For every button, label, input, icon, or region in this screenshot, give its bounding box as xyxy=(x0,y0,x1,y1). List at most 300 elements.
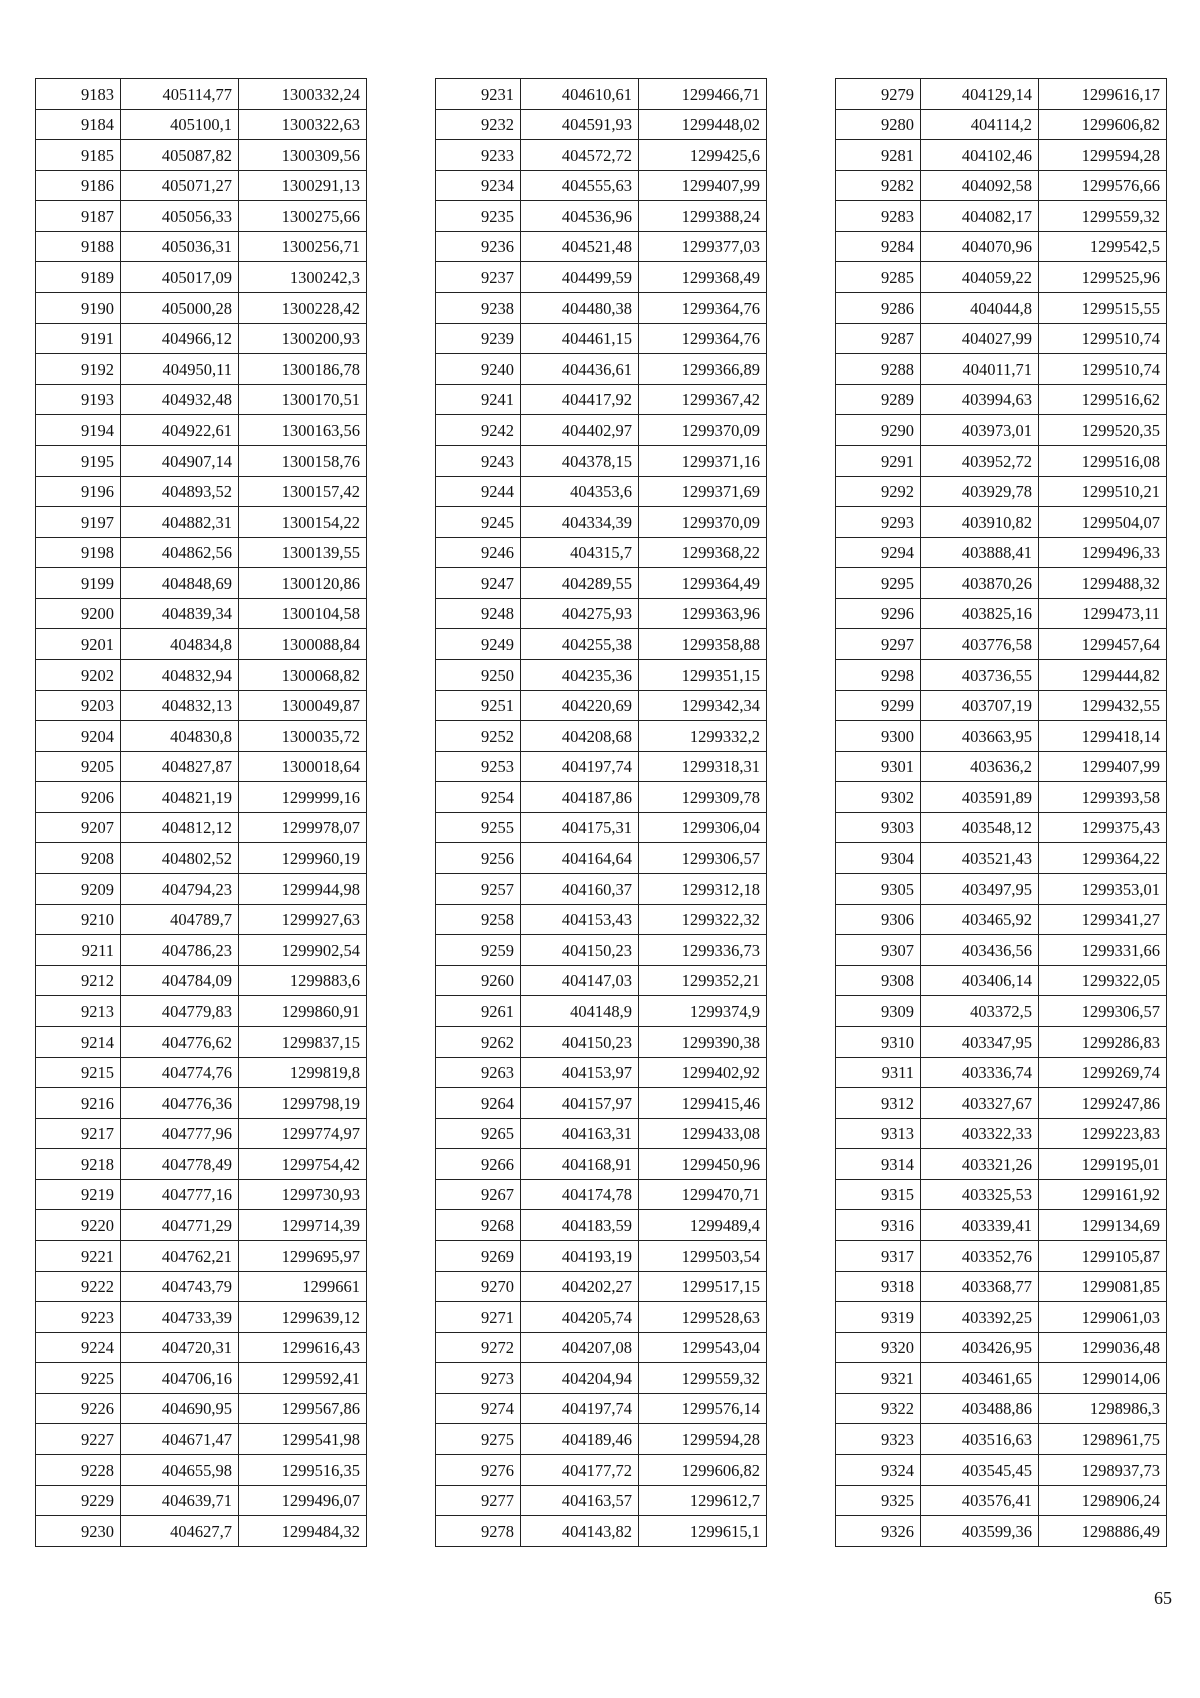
table-row xyxy=(36,537,367,568)
point-number-cell: 9304 xyxy=(836,843,921,874)
table-row xyxy=(36,690,367,721)
y-coordinate-cell: 1299457,64 xyxy=(1039,629,1167,660)
point-number-cell: 9243 xyxy=(436,445,521,476)
x-coordinate-cell: 403352,76 xyxy=(921,1240,1039,1271)
x-coordinate-cell: 404480,38 xyxy=(521,293,639,324)
table-row xyxy=(836,721,1167,752)
table-row xyxy=(436,79,767,110)
x-coordinate-cell: 403736,55 xyxy=(921,659,1039,690)
point-number-cell: 9190 xyxy=(36,293,121,324)
y-coordinate-cell: 1299488,32 xyxy=(1039,568,1167,599)
table-row xyxy=(436,170,767,201)
table-row xyxy=(36,1026,367,1057)
x-coordinate-cell: 404830,8 xyxy=(121,721,239,752)
table-row xyxy=(36,721,367,752)
x-coordinate-cell: 404197,74 xyxy=(521,751,639,782)
table-row xyxy=(36,293,367,324)
x-coordinate-cell: 403516,63 xyxy=(921,1424,1039,1455)
point-number-cell: 9258 xyxy=(436,904,521,935)
table-row xyxy=(836,1485,1167,1516)
point-number-cell: 9312 xyxy=(836,1088,921,1119)
point-number-cell: 9318 xyxy=(836,1271,921,1302)
y-coordinate-cell: 1299418,14 xyxy=(1039,721,1167,752)
table-row xyxy=(36,1393,367,1424)
point-number-cell: 9261 xyxy=(436,996,521,1027)
table-row xyxy=(836,293,1167,324)
point-number-cell: 9202 xyxy=(36,659,121,690)
point-number-cell: 9186 xyxy=(36,170,121,201)
point-number-cell: 9324 xyxy=(836,1455,921,1486)
point-number-cell: 9222 xyxy=(36,1271,121,1302)
point-number-cell: 9259 xyxy=(436,935,521,966)
x-coordinate-cell: 404289,55 xyxy=(521,568,639,599)
table-row xyxy=(436,1118,767,1149)
x-coordinate-cell: 404378,15 xyxy=(521,445,639,476)
y-coordinate-cell: 1298986,3 xyxy=(1039,1393,1167,1424)
x-coordinate-cell: 403929,78 xyxy=(921,476,1039,507)
table-row xyxy=(36,874,367,905)
point-number-cell: 9226 xyxy=(36,1393,121,1424)
point-number-cell: 9292 xyxy=(836,476,921,507)
x-coordinate-cell: 403521,43 xyxy=(921,843,1039,874)
y-coordinate-cell: 1299520,35 xyxy=(1039,415,1167,446)
point-number-cell: 9233 xyxy=(436,140,521,171)
x-coordinate-cell: 403461,65 xyxy=(921,1363,1039,1394)
table-row xyxy=(36,1271,367,1302)
table-row xyxy=(36,843,367,874)
point-number-cell: 9294 xyxy=(836,537,921,568)
y-coordinate-cell: 1299450,96 xyxy=(639,1149,767,1180)
table-row xyxy=(436,843,767,874)
y-coordinate-cell: 1299883,6 xyxy=(239,965,367,996)
x-coordinate-cell: 404932,48 xyxy=(121,384,239,415)
point-number-cell: 9240 xyxy=(436,354,521,385)
point-number-cell: 9287 xyxy=(836,323,921,354)
point-number-cell: 9217 xyxy=(36,1118,121,1149)
table-row xyxy=(436,1485,767,1516)
x-coordinate-cell: 404183,59 xyxy=(521,1210,639,1241)
x-coordinate-cell: 403545,45 xyxy=(921,1455,1039,1486)
point-number-cell: 9325 xyxy=(836,1485,921,1516)
x-coordinate-cell: 404862,56 xyxy=(121,537,239,568)
x-coordinate-cell: 404147,03 xyxy=(521,965,639,996)
x-coordinate-cell: 404157,97 xyxy=(521,1088,639,1119)
point-number-cell: 9253 xyxy=(436,751,521,782)
table-row xyxy=(436,629,767,660)
y-coordinate-cell: 1300120,86 xyxy=(239,568,367,599)
table-row xyxy=(36,384,367,415)
point-number-cell: 9192 xyxy=(36,354,121,385)
x-coordinate-cell: 404220,69 xyxy=(521,690,639,721)
table-row xyxy=(436,1057,767,1088)
x-coordinate-cell: 405017,09 xyxy=(121,262,239,293)
x-coordinate-cell: 404627,7 xyxy=(121,1516,239,1547)
y-coordinate-cell: 1299615,1 xyxy=(639,1516,767,1547)
x-coordinate-cell: 403825,16 xyxy=(921,598,1039,629)
point-number-cell: 9218 xyxy=(36,1149,121,1180)
x-coordinate-cell: 403497,95 xyxy=(921,874,1039,905)
point-number-cell: 9317 xyxy=(836,1240,921,1271)
x-coordinate-cell: 404671,47 xyxy=(121,1424,239,1455)
x-coordinate-cell: 403436,56 xyxy=(921,935,1039,966)
x-coordinate-cell: 403392,25 xyxy=(921,1302,1039,1333)
point-number-cell: 9247 xyxy=(436,568,521,599)
point-number-cell: 9295 xyxy=(836,568,921,599)
y-coordinate-cell: 1299516,08 xyxy=(1039,445,1167,476)
y-coordinate-cell: 1299576,14 xyxy=(639,1393,767,1424)
table-row xyxy=(436,659,767,690)
point-number-cell: 9298 xyxy=(836,659,921,690)
y-coordinate-cell: 1299371,16 xyxy=(639,445,767,476)
point-number-cell: 9248 xyxy=(436,598,521,629)
x-coordinate-cell: 404275,93 xyxy=(521,598,639,629)
table-row xyxy=(36,1179,367,1210)
x-coordinate-cell: 404591,93 xyxy=(521,109,639,140)
y-coordinate-cell: 1299496,33 xyxy=(1039,537,1167,568)
table-row xyxy=(436,537,767,568)
x-coordinate-cell: 403994,63 xyxy=(921,384,1039,415)
table-row xyxy=(836,201,1167,232)
coordinate-table-middle xyxy=(435,78,767,1547)
y-coordinate-cell: 1299496,07 xyxy=(239,1485,367,1516)
point-number-cell: 9321 xyxy=(836,1363,921,1394)
table-row xyxy=(436,476,767,507)
point-number-cell: 9189 xyxy=(36,262,121,293)
x-coordinate-cell: 404555,63 xyxy=(521,170,639,201)
y-coordinate-cell: 1300068,82 xyxy=(239,659,367,690)
table-row xyxy=(436,1363,767,1394)
point-number-cell: 9272 xyxy=(436,1332,521,1363)
y-coordinate-cell: 1299364,22 xyxy=(1039,843,1167,874)
y-coordinate-cell: 1299366,89 xyxy=(639,354,767,385)
y-coordinate-cell: 1300163,56 xyxy=(239,415,367,446)
table-row xyxy=(836,109,1167,140)
table-row xyxy=(436,1240,767,1271)
point-number-cell: 9229 xyxy=(36,1485,121,1516)
y-coordinate-cell: 1299036,48 xyxy=(1039,1332,1167,1363)
y-coordinate-cell: 1299541,98 xyxy=(239,1424,367,1455)
y-coordinate-cell: 1300035,72 xyxy=(239,721,367,752)
point-number-cell: 9275 xyxy=(436,1424,521,1455)
y-coordinate-cell: 1300200,93 xyxy=(239,323,367,354)
y-coordinate-cell: 1298886,49 xyxy=(1039,1516,1167,1547)
point-number-cell: 9197 xyxy=(36,507,121,538)
y-coordinate-cell: 1299503,54 xyxy=(639,1240,767,1271)
point-number-cell: 9289 xyxy=(836,384,921,415)
point-number-cell: 9246 xyxy=(436,537,521,568)
table-row xyxy=(836,262,1167,293)
table-row xyxy=(836,140,1167,171)
point-number-cell: 9207 xyxy=(36,812,121,843)
y-coordinate-cell: 1299351,15 xyxy=(639,659,767,690)
table-row xyxy=(36,109,367,140)
y-coordinate-cell: 1299525,96 xyxy=(1039,262,1167,293)
point-number-cell: 9264 xyxy=(436,1088,521,1119)
table-row xyxy=(436,874,767,905)
x-coordinate-cell: 403870,26 xyxy=(921,568,1039,599)
x-coordinate-cell: 404690,95 xyxy=(121,1393,239,1424)
x-coordinate-cell: 403327,67 xyxy=(921,1088,1039,1119)
point-number-cell: 9314 xyxy=(836,1149,921,1180)
table-row xyxy=(436,721,767,752)
point-number-cell: 9285 xyxy=(836,262,921,293)
point-number-cell: 9216 xyxy=(36,1088,121,1119)
point-number-cell: 9250 xyxy=(436,659,521,690)
table-row xyxy=(36,323,367,354)
table-row xyxy=(36,1332,367,1363)
y-coordinate-cell: 1299606,82 xyxy=(1039,109,1167,140)
table-row xyxy=(36,782,367,813)
x-coordinate-cell: 404786,23 xyxy=(121,935,239,966)
y-coordinate-cell: 1299105,87 xyxy=(1039,1240,1167,1271)
y-coordinate-cell: 1299567,86 xyxy=(239,1393,367,1424)
x-coordinate-cell: 404776,62 xyxy=(121,1026,239,1057)
table-row xyxy=(436,323,767,354)
x-coordinate-cell: 404777,16 xyxy=(121,1179,239,1210)
x-coordinate-cell: 403321,26 xyxy=(921,1149,1039,1180)
table-row xyxy=(836,935,1167,966)
table-row xyxy=(836,1393,1167,1424)
table-row xyxy=(436,140,767,171)
point-number-cell: 9305 xyxy=(836,874,921,905)
point-number-cell: 9276 xyxy=(436,1455,521,1486)
x-coordinate-cell: 404706,16 xyxy=(121,1363,239,1394)
y-coordinate-cell: 1299269,74 xyxy=(1039,1057,1167,1088)
table-row xyxy=(36,415,367,446)
table-row xyxy=(36,965,367,996)
point-number-cell: 9245 xyxy=(436,507,521,538)
point-number-cell: 9290 xyxy=(836,415,921,446)
y-coordinate-cell: 1299661 xyxy=(239,1271,367,1302)
y-coordinate-cell: 1299612,7 xyxy=(639,1485,767,1516)
table-row xyxy=(36,140,367,171)
x-coordinate-cell: 404827,87 xyxy=(121,751,239,782)
y-coordinate-cell: 1299754,42 xyxy=(239,1149,367,1180)
x-coordinate-cell: 404193,19 xyxy=(521,1240,639,1271)
x-coordinate-cell: 404353,6 xyxy=(521,476,639,507)
y-coordinate-cell: 1299927,63 xyxy=(239,904,367,935)
x-coordinate-cell: 404832,94 xyxy=(121,659,239,690)
x-coordinate-cell: 404255,38 xyxy=(521,629,639,660)
y-coordinate-cell: 1299364,49 xyxy=(639,568,767,599)
y-coordinate-cell: 1300291,13 xyxy=(239,170,367,201)
table-row xyxy=(836,1332,1167,1363)
table-row xyxy=(836,1516,1167,1547)
table-row xyxy=(36,79,367,110)
table-row xyxy=(436,904,767,935)
table-row xyxy=(36,507,367,538)
x-coordinate-cell: 405114,77 xyxy=(121,79,239,110)
y-coordinate-cell: 1300018,64 xyxy=(239,751,367,782)
x-coordinate-cell: 404402,97 xyxy=(521,415,639,446)
y-coordinate-cell: 1299466,71 xyxy=(639,79,767,110)
x-coordinate-cell: 404177,72 xyxy=(521,1455,639,1486)
x-coordinate-cell: 404059,22 xyxy=(921,262,1039,293)
point-number-cell: 9183 xyxy=(36,79,121,110)
table-row xyxy=(36,1210,367,1241)
y-coordinate-cell: 1299819,8 xyxy=(239,1057,367,1088)
x-coordinate-cell: 404175,31 xyxy=(521,812,639,843)
table-row xyxy=(836,629,1167,660)
x-coordinate-cell: 405087,82 xyxy=(121,140,239,171)
y-coordinate-cell: 1299336,73 xyxy=(639,935,767,966)
y-coordinate-cell: 1299134,69 xyxy=(1039,1210,1167,1241)
table-row xyxy=(836,1271,1167,1302)
table-row xyxy=(836,782,1167,813)
point-number-cell: 9254 xyxy=(436,782,521,813)
x-coordinate-cell: 404334,39 xyxy=(521,507,639,538)
table-row xyxy=(836,1149,1167,1180)
y-coordinate-cell: 1299374,9 xyxy=(639,996,767,1027)
x-coordinate-cell: 404966,12 xyxy=(121,323,239,354)
y-coordinate-cell: 1299358,88 xyxy=(639,629,767,660)
x-coordinate-cell: 404092,58 xyxy=(921,170,1039,201)
y-coordinate-cell: 1299286,83 xyxy=(1039,1026,1167,1057)
table-row xyxy=(436,1088,767,1119)
x-coordinate-cell: 404839,34 xyxy=(121,598,239,629)
y-coordinate-cell: 1300088,84 xyxy=(239,629,367,660)
x-coordinate-cell: 403347,95 xyxy=(921,1026,1039,1057)
x-coordinate-cell: 404821,19 xyxy=(121,782,239,813)
y-coordinate-cell: 1300332,24 xyxy=(239,79,367,110)
point-number-cell: 9299 xyxy=(836,690,921,721)
point-number-cell: 9309 xyxy=(836,996,921,1027)
x-coordinate-cell: 404143,82 xyxy=(521,1516,639,1547)
x-coordinate-cell: 404082,17 xyxy=(921,201,1039,232)
x-coordinate-cell: 403636,2 xyxy=(921,751,1039,782)
point-number-cell: 9267 xyxy=(436,1179,521,1210)
point-number-cell: 9223 xyxy=(36,1302,121,1333)
x-coordinate-cell: 404197,74 xyxy=(521,1393,639,1424)
y-coordinate-cell: 1299714,39 xyxy=(239,1210,367,1241)
table-row xyxy=(836,812,1167,843)
table-row xyxy=(436,1332,767,1363)
x-coordinate-cell: 403599,36 xyxy=(921,1516,1039,1547)
table-row xyxy=(36,1088,367,1119)
table-row xyxy=(36,629,367,660)
y-coordinate-cell: 1300228,42 xyxy=(239,293,367,324)
table-row xyxy=(36,568,367,599)
y-coordinate-cell: 1299375,43 xyxy=(1039,812,1167,843)
y-coordinate-cell: 1299061,03 xyxy=(1039,1302,1167,1333)
y-coordinate-cell: 1299444,82 xyxy=(1039,659,1167,690)
point-number-cell: 9232 xyxy=(436,109,521,140)
table-row xyxy=(836,690,1167,721)
x-coordinate-cell: 404499,59 xyxy=(521,262,639,293)
table-row xyxy=(36,201,367,232)
point-number-cell: 9241 xyxy=(436,384,521,415)
y-coordinate-cell: 1299432,55 xyxy=(1039,690,1167,721)
x-coordinate-cell: 405036,31 xyxy=(121,231,239,262)
x-coordinate-cell: 404202,27 xyxy=(521,1271,639,1302)
x-coordinate-cell: 403339,41 xyxy=(921,1210,1039,1241)
point-number-cell: 9210 xyxy=(36,904,121,935)
table-row xyxy=(436,1149,767,1180)
x-coordinate-cell: 403465,92 xyxy=(921,904,1039,935)
y-coordinate-cell: 1299364,76 xyxy=(639,293,767,324)
page-number: 65 xyxy=(1154,1588,1172,1608)
y-coordinate-cell: 1299616,43 xyxy=(239,1332,367,1363)
x-coordinate-cell: 404950,11 xyxy=(121,354,239,385)
table-row xyxy=(436,354,767,385)
table-row xyxy=(436,507,767,538)
table-row xyxy=(836,79,1167,110)
table-row xyxy=(36,445,367,476)
x-coordinate-cell: 404521,48 xyxy=(521,231,639,262)
point-number-cell: 9270 xyxy=(436,1271,521,1302)
table-row xyxy=(436,1271,767,1302)
table-row xyxy=(436,1516,767,1547)
x-coordinate-cell: 404907,14 xyxy=(121,445,239,476)
table-row xyxy=(36,1363,367,1394)
x-coordinate-cell: 404789,7 xyxy=(121,904,239,935)
point-number-cell: 9283 xyxy=(836,201,921,232)
y-coordinate-cell: 1299341,27 xyxy=(1039,904,1167,935)
y-coordinate-cell: 1299448,02 xyxy=(639,109,767,140)
x-coordinate-cell: 404794,23 xyxy=(121,874,239,905)
x-coordinate-cell: 404572,72 xyxy=(521,140,639,171)
point-number-cell: 9204 xyxy=(36,721,121,752)
y-coordinate-cell: 1299322,32 xyxy=(639,904,767,935)
x-coordinate-cell: 403372,5 xyxy=(921,996,1039,1027)
x-coordinate-cell: 404102,46 xyxy=(921,140,1039,171)
x-coordinate-cell: 404922,61 xyxy=(121,415,239,446)
point-number-cell: 9269 xyxy=(436,1240,521,1271)
x-coordinate-cell: 403663,95 xyxy=(921,721,1039,752)
point-number-cell: 9278 xyxy=(436,1516,521,1547)
table-row xyxy=(836,1179,1167,1210)
x-coordinate-cell: 404150,23 xyxy=(521,935,639,966)
x-coordinate-cell: 404779,83 xyxy=(121,996,239,1027)
point-number-cell: 9225 xyxy=(36,1363,121,1394)
x-coordinate-cell: 403973,01 xyxy=(921,415,1039,446)
x-coordinate-cell: 404153,97 xyxy=(521,1057,639,1088)
y-coordinate-cell: 1300186,78 xyxy=(239,354,367,385)
x-coordinate-cell: 404834,8 xyxy=(121,629,239,660)
point-number-cell: 9271 xyxy=(436,1302,521,1333)
y-coordinate-cell: 1299390,38 xyxy=(639,1026,767,1057)
y-coordinate-cell: 1299370,09 xyxy=(639,507,767,538)
coordinate-table-right xyxy=(835,78,1167,1547)
table-row xyxy=(436,109,767,140)
y-coordinate-cell: 1299306,57 xyxy=(1039,996,1167,1027)
y-coordinate-cell: 1299999,16 xyxy=(239,782,367,813)
y-coordinate-cell: 1299528,63 xyxy=(639,1302,767,1333)
x-coordinate-cell: 403707,19 xyxy=(921,690,1039,721)
x-coordinate-cell: 404436,61 xyxy=(521,354,639,385)
table-row xyxy=(436,1393,767,1424)
point-number-cell: 9220 xyxy=(36,1210,121,1241)
x-coordinate-cell: 405100,1 xyxy=(121,109,239,140)
x-coordinate-cell: 405071,27 xyxy=(121,170,239,201)
x-coordinate-cell: 404893,52 xyxy=(121,476,239,507)
y-coordinate-cell: 1300158,76 xyxy=(239,445,367,476)
x-coordinate-cell: 404153,43 xyxy=(521,904,639,935)
table-row xyxy=(36,935,367,966)
table-row xyxy=(836,904,1167,935)
table-row xyxy=(436,751,767,782)
x-coordinate-cell: 404174,78 xyxy=(521,1179,639,1210)
point-number-cell: 9201 xyxy=(36,629,121,660)
table-row xyxy=(36,231,367,262)
table-row xyxy=(436,445,767,476)
table-row xyxy=(436,231,767,262)
y-coordinate-cell: 1299516,62 xyxy=(1039,384,1167,415)
table-row xyxy=(436,262,767,293)
point-number-cell: 9300 xyxy=(836,721,921,752)
y-coordinate-cell: 1300157,42 xyxy=(239,476,367,507)
y-coordinate-cell: 1299978,07 xyxy=(239,812,367,843)
